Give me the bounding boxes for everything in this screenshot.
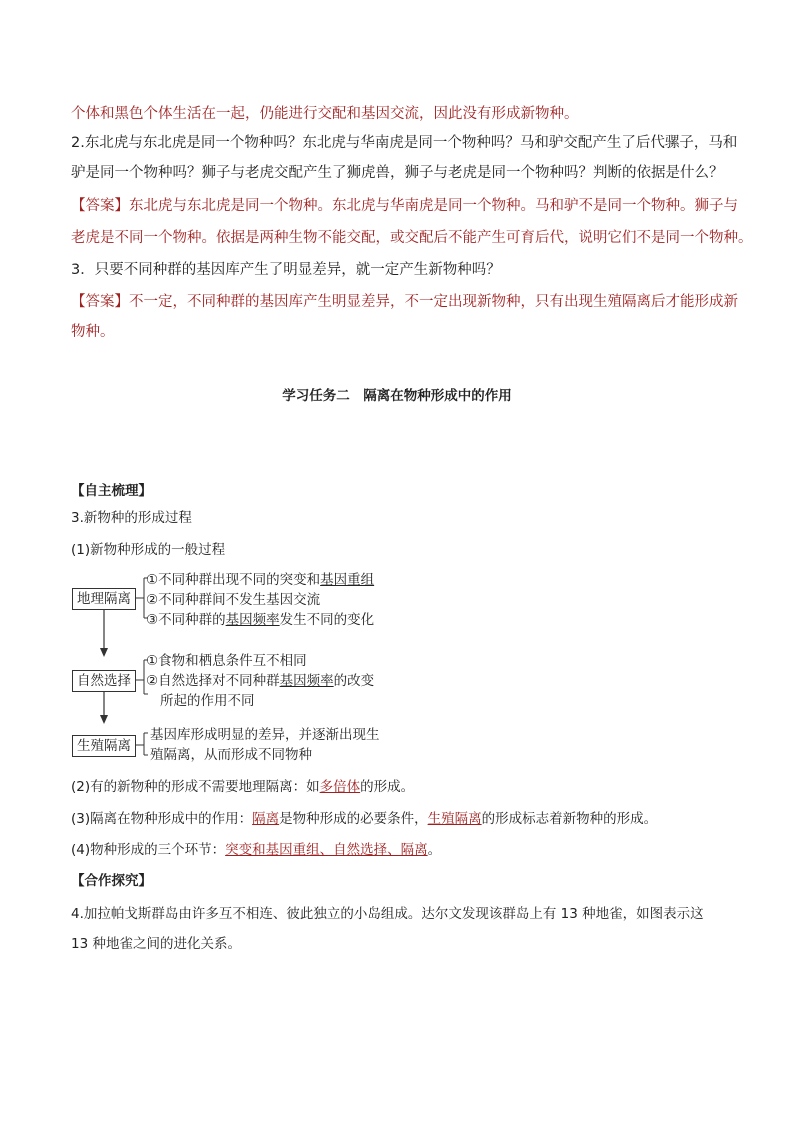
question-2-line2: 驴是同一个物种吗？狮子与老虎交配产生了狮虎兽，狮子与老虎是同一个物种吗？判断的依据是什么？ — [71, 165, 724, 181]
answer-text: 不一定，不同种群的基因库产生明显差异，不一定出现新物种，只有出现生殖隔离后才能形成新 — [129, 294, 738, 310]
answer-reproductive-isolation: 生殖隔离 — [427, 811, 482, 827]
answer-2-line2: 老虎是不同一个物种。依据是两种生物不能交配，或交配后不能产生可育后代，说明它们不是同一个物种。 — [71, 230, 753, 246]
geographic-isolation-box: 地理隔离 — [72, 588, 136, 610]
box1-note-3: ③不同种群的基因频率发生不同的变化 — [146, 612, 375, 628]
box2-note-1: ①食物和栖息条件互不相同 — [146, 653, 307, 669]
item-3: 3.新物种的形成过程 — [71, 510, 192, 526]
question-4-line1: 4.加拉帕戈斯群岛由许多互不相连、彼此独立的小岛组成。达尔文发现该群岛上有 13 种地雀，如图表示这 — [71, 906, 704, 922]
question-3: 3．只要不同种群的基因库产生了明显差异，就一定产生新物种吗？ — [71, 262, 501, 278]
box1-note-2: ②不同种群间不发生基因交流 — [146, 592, 321, 608]
reproductive-isolation-box: 生殖隔离 — [72, 735, 136, 757]
answer-tag: 【答案】 — [71, 198, 129, 214]
box3-note-2: 殖隔离，从而形成不同物种 — [150, 747, 312, 763]
sub-item-2: (2)有的新物种的形成不需要地理隔离：如多倍体的形成。 — [71, 779, 415, 795]
answer-text: 东北虎与东北虎是同一个物种。东北虎与华南虎是同一个物种。马和驴不是同一个物种。狮子与 — [129, 198, 738, 214]
section-heading-cooperative-inquiry: 【合作探究】 — [71, 873, 152, 889]
question-4-line2: 13 种地雀之间的进化关系。 — [71, 936, 241, 952]
answer-3-line2: 物种。 — [71, 324, 115, 340]
task-title: 学习任务二 隔离在物种形成中的作用 — [282, 388, 512, 404]
box1-note-1: ①不同种群出现不同的突变和基因重组 — [146, 572, 375, 588]
box2-note-2: ②自然选择对不同种群基因频率的改变 — [146, 673, 375, 689]
box2-note-3: 所起的作用不同 — [160, 693, 255, 709]
question-2-line1: 2.东北虎与东北虎是同一个物种吗？东北虎与华南虎是同一个物种吗？马和驴交配产生了后代骡子，马和 — [71, 135, 738, 151]
answer-isolation: 隔离 — [252, 811, 280, 827]
box3-note-1: 基因库形成明显的差异，并逐渐出现生 — [150, 727, 380, 743]
answer-tag: 【答案】 — [71, 294, 129, 310]
section-heading-self-review: 【自主梳理】 — [71, 483, 152, 499]
text-line: 个体和黑色个体生活在一起，仍能进行交配和基因交流，因此没有形成新物种。 — [71, 106, 579, 122]
sub-item-1: (1)新物种形成的一般过程 — [71, 542, 226, 558]
answer-three-steps: 突变和基因重组、自然选择、隔离 — [225, 842, 428, 858]
sub-item-3: (3)隔离在物种形成中的作用：隔离是物种形成的必要条件，生殖隔离的形成标志着新物种的形成。 — [71, 811, 658, 827]
answer-polyploid: 多倍体 — [319, 779, 361, 795]
natural-selection-box: 自然选择 — [72, 670, 136, 692]
sub-item-4: (4)物种形成的三个环节：突变和基因重组、自然选择、隔离。 — [71, 842, 442, 858]
